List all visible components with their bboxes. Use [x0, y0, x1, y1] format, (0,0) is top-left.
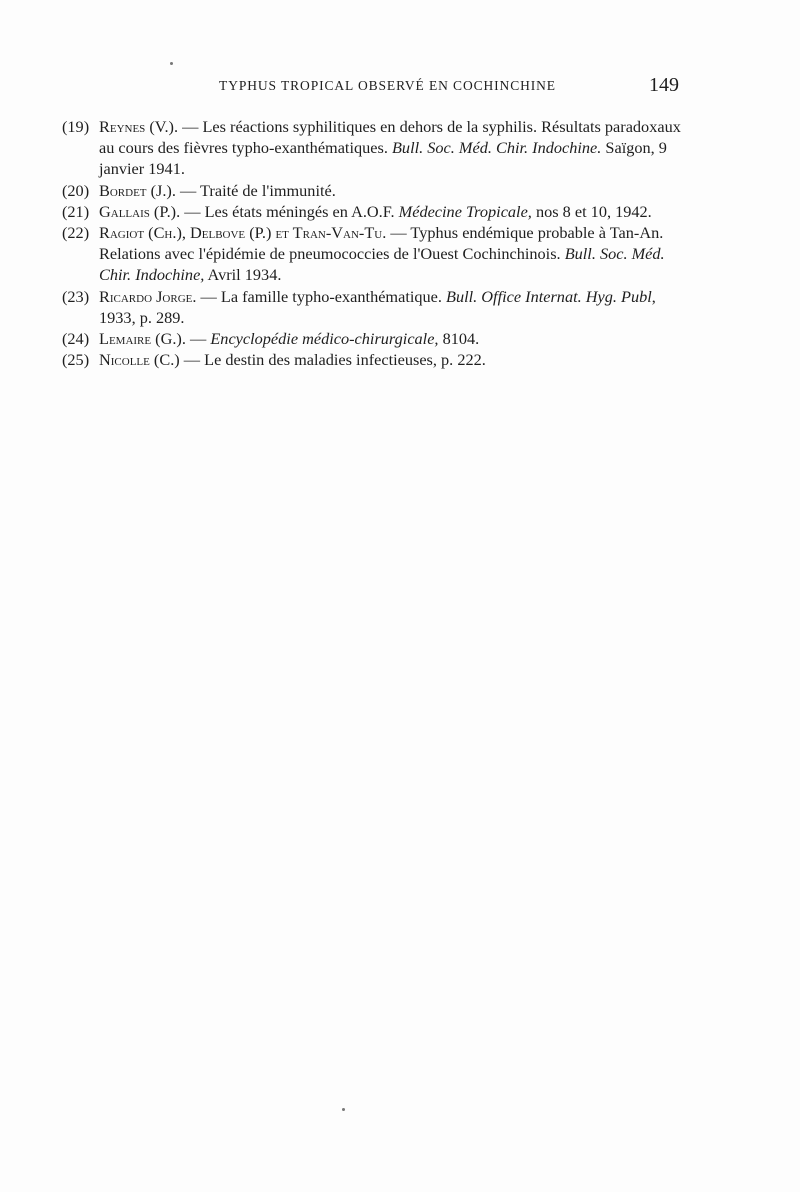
reference-author: Bordet (J.). [99, 180, 176, 200]
reference-number: (23) [62, 286, 90, 306]
reference-text: — Typhus endémique probable à Tan-An. Relations avec l'épidémie de pneumococcies de l'Ouest Cochinchinois. [99, 223, 664, 264]
reference-journal: Encyclopédie médico-chirurgicale, [210, 329, 439, 349]
reference-author: Nicolle (C.) [99, 350, 180, 370]
reference-text: — Les états méningés en A.O.F. [184, 201, 395, 221]
reference-details: , 1933, p. 289. [99, 286, 656, 327]
reference-number: (20) [62, 180, 90, 200]
reference-entry [62, 349, 684, 370]
reference-text: — [190, 329, 207, 349]
reference-number: (19) [62, 117, 90, 136]
reference-text: — Le destin des maladies infectieuses, p. 222. [183, 350, 486, 370]
reference-entry [62, 222, 684, 286]
ink-speck [342, 1108, 345, 1111]
running-head: TYPHUS TROPICAL OBSERVÉ EN COCHINCHINE [219, 78, 556, 93]
reference-details: Saïgon, 9 janvier 1941. [99, 138, 667, 179]
reference-text: — Traité de l'immunité. [180, 180, 336, 200]
page-number: 149 [649, 74, 679, 96]
reference-text: — Les réactions syphilitiques en dehors de la syphilis. Résultats paradoxaux au cours des fièvres typho-exanthématiques. [99, 117, 681, 158]
reference-details: nos 8 et 10, 1942. [535, 201, 652, 221]
reference-entry [62, 116, 684, 180]
reference-entry [62, 328, 684, 349]
reference-entry [62, 286, 684, 328]
reference-number: (22) [62, 223, 90, 243]
reference-number: (24) [62, 329, 90, 349]
reference-details: 8104. [442, 329, 480, 349]
reference-journal: Médecine Tropicale, [398, 201, 532, 221]
reference-entry [62, 201, 684, 222]
reference-author: Lemaire (G.). [99, 329, 186, 349]
reference-author: Ragiot (Ch.), Delbove (P.) et Tran-Van-Tu. [99, 223, 387, 243]
reference-journal: Bull. Soc. Méd. Chir. Indochine, [99, 244, 665, 285]
reference-journal: Bull. Soc. Méd. Chir. Indochine. [391, 138, 602, 158]
ink-speck [170, 62, 173, 65]
reference-author: Reynes (V.). [99, 117, 179, 136]
reference-list [62, 116, 684, 370]
reference-journal: Bull. Office Internat. Hyg. Publ [446, 286, 652, 306]
reference-number: (21) [62, 201, 90, 221]
reference-author: Ricardo Jorge. [99, 286, 197, 306]
reference-text: — La famille typho-exanthématique. [200, 286, 442, 306]
reference-author: Gallais (P.). [99, 201, 181, 221]
reference-details: Avril 1934. [207, 265, 282, 285]
reference-entry [62, 180, 684, 201]
reference-number: (25) [62, 350, 90, 370]
